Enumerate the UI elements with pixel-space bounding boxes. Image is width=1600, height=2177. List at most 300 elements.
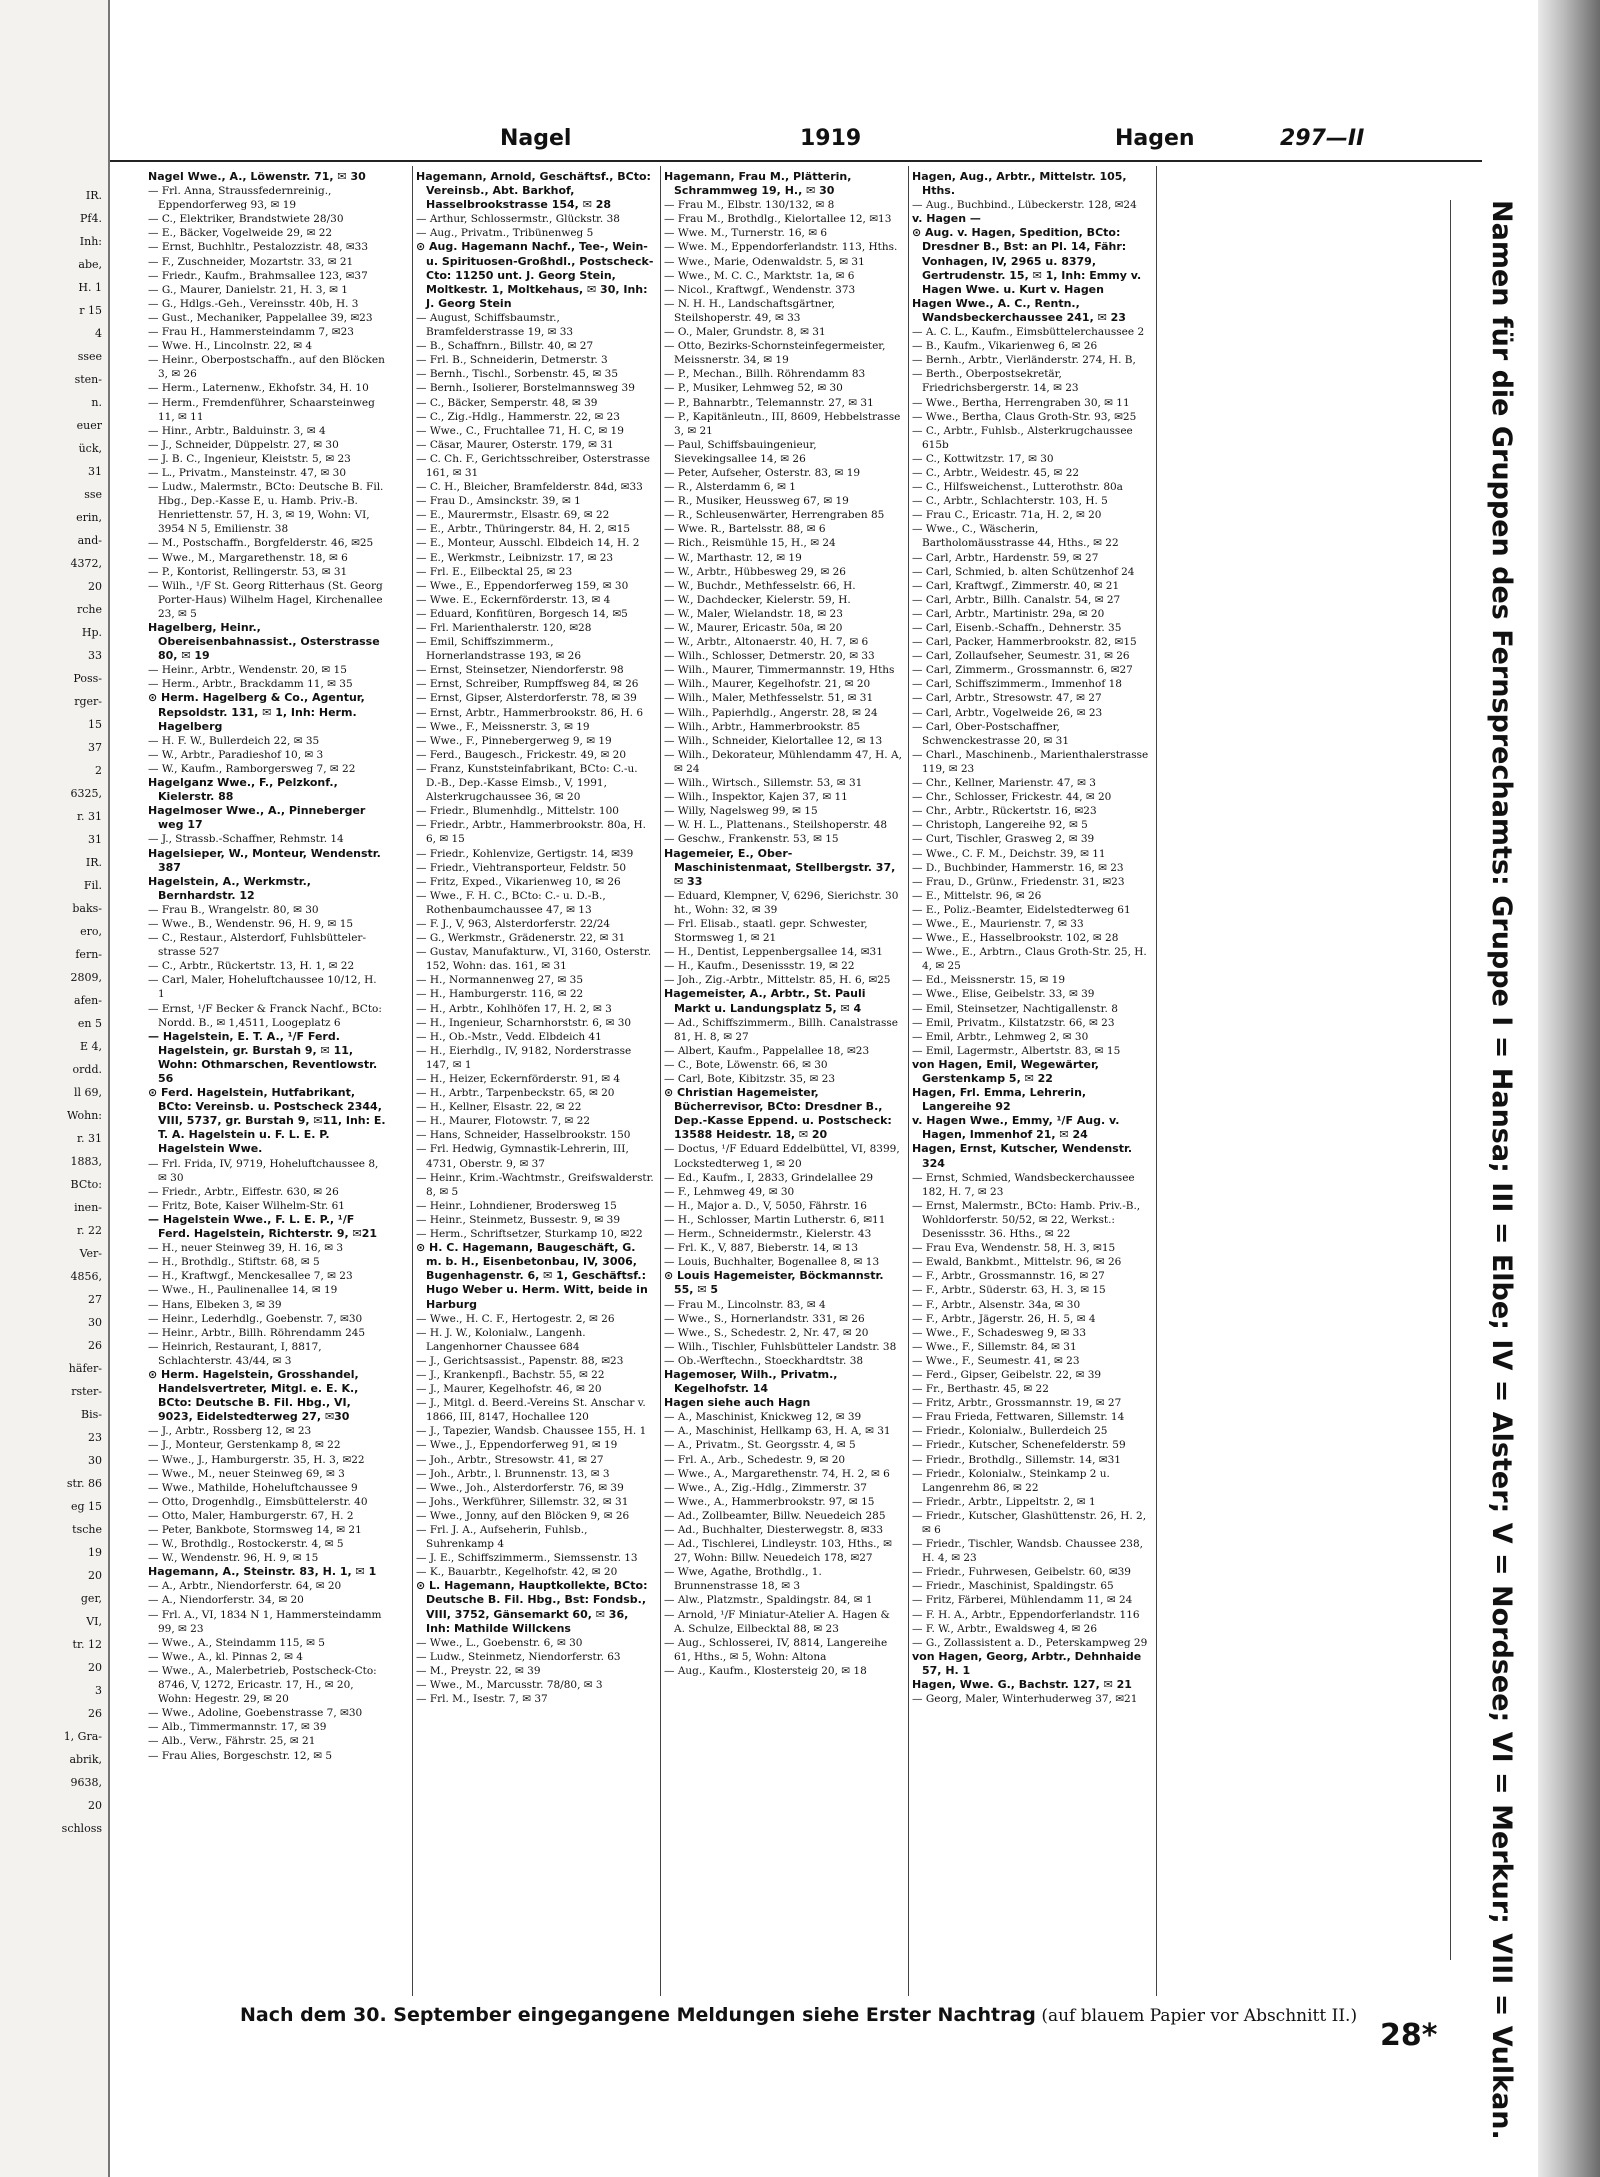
directory-entry: — Fritz, Exped., Vikarienweg 10, ✉ 26	[416, 875, 621, 888]
directory-entry: — Carl, Arbtr., Vogelweide 26, ✉ 23	[912, 706, 1103, 719]
directory-entry: — Ernst, ¹/F Becker & Franck Nachf., BCto: Nordd. B., ✉ 1,4511, Loogeplatz 6	[148, 1002, 382, 1029]
directory-entry: — C. H., Bleicher, Bramfelderstr. 84d, ✉33	[416, 481, 643, 494]
directory-entry: — Frl. B., Schneiderin, Detmerstr. 3	[416, 354, 608, 367]
directory-entry: — D., Buchbinder, Hammerstr. 16, ✉ 23	[912, 861, 1124, 874]
directory-entry: — E., Werkmstr., Leibnizstr. 17, ✉ 23	[416, 551, 614, 564]
directory-entry: — Wwe., A., Hammerbrookstr. 97, ✉ 15	[664, 1495, 875, 1508]
directory-entry: — Friedr., Arbtr., Hammerbrookstr. 80a, H. 6, ✉ 15	[416, 819, 646, 846]
footer-notice	[240, 2004, 1357, 2026]
directory-entry: Hagen Wwe., A. C., Rentn., Wandsbeckerchaussee 241, ✉ 23	[912, 296, 1126, 324]
directory-entry: — Hinr., Arbtr., Balduinstr. 3, ✉ 4	[148, 424, 326, 437]
directory-entry: — E., Mittelstr. 96, ✉ 26	[912, 889, 1042, 902]
directory-entry: — Frl. E., Eilbecktal 25, ✉ 23	[416, 565, 573, 578]
directory-entry: — H. F. W., Bullerdeich 22, ✉ 35	[148, 734, 320, 747]
directory-entry: Hagen, Frl. Emma, Lehrerin, Langereihe 92	[912, 1086, 1087, 1114]
directory-entry: — Gust., Mechaniker, Pappelallee 39, ✉23	[148, 311, 373, 324]
directory-entry: — H., Eierhdlg., IV, 9182, Norderstrasse 147, ✉ 1	[416, 1044, 632, 1071]
margin-fragment: euer	[76, 419, 102, 432]
margin-fragment: afen-	[74, 994, 102, 1007]
directory-entry: — Heinr., Arbtr., Billh. Röhrendamm 245	[148, 1326, 366, 1339]
directory-entry: — Aug., Schlosserei, IV, 8814, Langereihe 61, Hths., ✉ 5, Wohn: Altona	[664, 1636, 888, 1663]
directory-entry: — G., Werkmstr., Grädenerstr. 22, ✉ 31	[416, 932, 626, 945]
directory-entry: Hagelmoser Wwe., A., Pinneberger weg 17	[148, 804, 366, 832]
margin-fragment: str. 86	[66, 1477, 102, 1490]
directory-entry: — Charl., Maschinenb., Marienthalerstrasse 119, ✉ 23	[912, 748, 1149, 775]
directory-entry: — Wwe., C., Wäscherin, Bartholomäusstrasse 44, Hths., ✉ 22	[912, 523, 1119, 550]
directory-entry: — Ferd., Baugesch., Frickestr. 49, ✉ 20	[416, 748, 627, 761]
directory-entry: Hagemoser, Wilh., Privatm., Kegelhofstr. 14	[664, 1367, 838, 1396]
directory-entry: — Wwe., E., Maurienstr. 7, ✉ 33	[912, 917, 1084, 930]
directory-entry: — M., Preystr. 22, ✉ 39	[416, 1664, 541, 1677]
margin-fragment: H. 1	[78, 281, 102, 294]
directory-entry: — Wwe. E., Eckernförderstr. 13, ✉ 4	[416, 593, 611, 606]
directory-entry: von Hagen, Georg, Arbtr., Dehnhaide 57, H. 1	[912, 1649, 1142, 1677]
directory-entry: — W., Kaufm., Ramborgersweg 7, ✉ 22	[148, 762, 356, 775]
directory-entry: — Ernst, Schmied, Wandsbeckerchaussee 182, H. 7, ✉ 23	[912, 1171, 1135, 1198]
directory-entry: — F., Arbtr., Alsenstr. 34a, ✉ 30	[912, 1298, 1081, 1311]
directory-entry: — C., Arbtr., Fuhlsb., Alsterkrugchaussee 615b	[912, 424, 1133, 451]
header-left-keyword: Nagel	[500, 126, 572, 151]
margin-fragment: 1883,	[70, 1155, 102, 1168]
margin-fragment: 33	[88, 649, 102, 662]
directory-entry: — Wwe., C., Fruchtallee 71, H. C, ✉ 19	[416, 424, 624, 437]
margin-fragment: rche	[76, 603, 102, 616]
directory-entry: — Fritz, Arbtr., Grossmannstr. 19, ✉ 27	[912, 1397, 1122, 1410]
directory-entry: Hagelstein, A., Werkmstr., Bernhardstr. 12	[148, 874, 311, 902]
header-rule	[110, 160, 1482, 162]
margin-fragment: 20	[88, 1799, 102, 1812]
margin-fragment: 19	[88, 1546, 102, 1559]
directory-entry: — Wwe., J., Hamburgerstr. 35, H. 3, ✉22	[148, 1453, 365, 1466]
margin-fragment: BCto:	[70, 1178, 102, 1191]
directory-entry: — Ad., Zollbeamter, Billw. Neuedeich 285	[664, 1509, 886, 1522]
directory-entry: — Wwe., Adoline, Goebenstrasse 7, ✉30	[148, 1707, 363, 1720]
directory-entry: — Joh., Zig.-Arbtr., Mittelstr. 85, H. 6, ✉25	[664, 974, 891, 987]
directory-entry: — F. H. A., Arbtr., Eppendorferlandstr. 116	[912, 1608, 1140, 1621]
directory-entry: — A., Arbtr., Niendorferstr. 64, ✉ 20	[148, 1580, 342, 1593]
directory-entry: — Herm., Arbtr., Brackdamm 11, ✉ 35	[148, 678, 353, 691]
directory-entry: — A., Maschinist, Hellkamp 63, H. A, ✉ 31	[664, 1425, 891, 1438]
directory-entry: — W., Arbtr., Altonaerstr. 40, H. 7, ✉ 6	[664, 636, 869, 649]
directory-entry: — Wwe., Bertha, Claus Groth-Str. 93, ✉25	[912, 410, 1137, 423]
directory-entry: — P., Kontorist, Rellingerstr. 53, ✉ 31	[148, 565, 348, 578]
margin-fragment: 30	[88, 1316, 102, 1329]
margin-fragment: 2809,	[70, 971, 102, 984]
directory-entry: Hagelganz Wwe., F., Pelzkonf., Kielerstr. 88	[148, 776, 338, 804]
exchange-groups-legend: Namen für die Gruppen des Fernsprechamts: Gruppe I = Hansa; III = Elbe; IV = Alster; V = Nordsee; VI = Merkur; VIII = Vulkan.	[1486, 200, 1517, 2140]
margin-fragment: Wohn:	[66, 1109, 102, 1122]
directory-entry: — J., Maurer, Kegelhofstr. 46, ✉ 20	[416, 1383, 602, 1396]
directory-entry: — Wwe., A., Steindamm 115, ✉ 5	[148, 1636, 325, 1649]
margin-fragment: 37	[88, 741, 102, 754]
directory-entry: — Aug., Privatm., Tribünenweg 5	[416, 227, 594, 240]
directory-entry: — Frau, D., Grünw., Friedenstr. 31, ✉23	[912, 875, 1125, 888]
directory-entry: Hagemann, Frau M., Plätterin, Schrammweg 19, H., ✉ 30	[664, 170, 852, 198]
directory-entry: — Willy, Nagelsweg 99, ✉ 15	[664, 805, 818, 818]
margin-fragment: inen-	[74, 1201, 102, 1214]
directory-entry: — Franz, Kunststeinfabrikant, BCto: C.-u. D.-B., Dep.-Kasse Eimsb., V, 1991, Alsterkrugchaussee 36, ✉ 20	[416, 762, 638, 804]
directory-entry: — C., Elektriker, Brandstwiete 28/30	[148, 213, 344, 226]
directory-entry: — W., Dachdecker, Kielerstr. 59, H.	[664, 593, 851, 606]
margin-fragment: 4	[95, 327, 102, 340]
directory-entry: — H., Kaufm., Desenissstr. 19, ✉ 22	[664, 960, 855, 973]
directory-entry: — Wwe., Joh., Alsterdorferstr. 76, ✉ 39	[416, 1481, 624, 1494]
margin-fragment: 6325,	[70, 787, 102, 800]
directory-entry: — Gustav, Manufakturw., VI, 3160, Osterstr. 152, Wohn: das. 161, ✉ 31	[416, 946, 652, 973]
directory-entry: — A., Maschinist, Knickweg 12, ✉ 39	[664, 1411, 862, 1424]
directory-entry: — Carl, Bote, Kibitzstr. 35, ✉ 23	[664, 1073, 836, 1085]
directory-entry: — Carl, Kraftwgf., Zimmerstr. 40, ✉ 21	[912, 579, 1120, 592]
directory-entry: — Chr., Arbtr., Rückertstr. 16, ✉23	[912, 805, 1097, 818]
directory-entry: — Emil, Steinsetzer, Nachtigallenstr. 8	[912, 1002, 1118, 1015]
directory-entry: — Chr., Schlosser, Frickestr. 44, ✉ 20	[912, 791, 1112, 804]
directory-entry: Hagen, Aug., Arbtr., Mittelstr. 105, Hths.	[912, 170, 1127, 198]
directory-entry: — L., Privatm., Mansteinstr. 47, ✉ 30	[148, 466, 347, 479]
directory-entry: — Emil, Schiffszimmerm., Hornerlandstrasse 193, ✉ 26	[416, 636, 582, 663]
directory-entry: — Carl, Arbtr., Martinistr. 29a, ✉ 20	[912, 607, 1105, 620]
directory-entry: — Georg, Maler, Winterhuderweg 37, ✉21	[912, 1693, 1138, 1706]
directory-entry: — A., Niendorferstr. 34, ✉ 20	[148, 1594, 304, 1607]
directory-entry: — Herm., Laternenw., Ekhofstr. 34, H. 10	[148, 382, 369, 395]
directory-entry: — Ernst, Malermstr., BCto: Hamb. Priv.-B., Wohldorferstr. 50/52, ✉ 22, Werkst.: Desenissstr. 36. Hths., ✉ 22	[912, 1199, 1141, 1241]
directory-entry: — Carl, Arbtr., Hardenstr. 59, ✉ 27	[912, 551, 1099, 564]
directory-entry: — Wwe., M., neuer Steinweg 69, ✉ 3	[148, 1467, 345, 1480]
margin-fragment: and-	[77, 534, 102, 547]
directory-entry: — Chr., Kellner, Marienstr. 47, ✉ 3	[912, 777, 1096, 790]
directory-entry: — Wwe., E., Arbtrn., Claus Groth-Str. 25, H. 4, ✉ 25	[912, 946, 1147, 973]
directory-column-1	[148, 170, 386, 1990]
margin-fragment: tsche	[72, 1523, 102, 1536]
directory-entry: ⊙ Herm. Hagelstein, Grosshandel, Handelsvertreter, Mitgl. e. E. K., BCto: Deutsche B. Fil. Hbg., VI, 9023, Eidelstedterweg 27, ✉30	[148, 1367, 359, 1424]
directory-entry: — Fr., Berthastr. 45, ✉ 22	[912, 1383, 1049, 1396]
directory-entry: — Wwe., M., Marcusstr. 78/80, ✉ 3	[416, 1679, 603, 1692]
margin-fragment: r. 31	[76, 1132, 102, 1145]
directory-entry: — C., Bäcker, Semperstr. 48, ✉ 39	[416, 396, 598, 409]
directory-entry: — R., Schleusenwärter, Herrengraben 85	[664, 509, 885, 522]
directory-entry: Hagen, Wwe. G., Bachstr. 127, ✉ 21	[912, 1678, 1132, 1692]
directory-entry: — W., Maler, Wielandstr. 18, ✉ 23	[664, 607, 843, 620]
margin-fragment: 20	[88, 580, 102, 593]
directory-entry: — Herm., Schriftsetzer, Sturkamp 10, ✉22	[416, 1228, 643, 1241]
directory-entry: — J., Strassb.-Schaffner, Rehmstr. 14	[148, 833, 344, 846]
directory-entry: — Wwe., M., Margarethenstr. 18, ✉ 6	[148, 551, 348, 564]
directory-entry: — Frau M., Lincolnstr. 83, ✉ 4	[664, 1298, 826, 1311]
directory-entry: — Wilh., Schneider, Kielortallee 12, ✉ 13	[664, 734, 883, 747]
directory-entry: v. Hagen Wwe., Emmy, ¹/F Aug. v. Hagen, Immenhof 21, ✉ 24	[912, 1114, 1120, 1142]
directory-entry: — C., Arbtr., Schlachterstr. 103, H. 5	[912, 495, 1108, 508]
directory-entry: — W. H. L., Plattenans., Steilshoperstr. 48	[664, 819, 888, 832]
margin-fragment: sten-	[74, 373, 102, 386]
directory-entry: — Paul, Schiffsbauingenieur, Sievekingsallee 14, ✉ 26	[664, 438, 817, 465]
directory-entry: — J., Monteur, Gerstenkamp 8, ✉ 22	[148, 1439, 341, 1452]
directory-entry: — Wilh., Maurer, Kegelhofstr. 21, ✉ 20	[664, 678, 871, 691]
directory-entry: — Frau Frieda, Fettwaren, Sillemstr. 14	[912, 1411, 1125, 1424]
directory-entry: — Curt, Tischler, Grasweg 2, ✉ 39	[912, 833, 1095, 846]
margin-fragment: 1, Gra-	[63, 1730, 102, 1743]
directory-entry: — K., Bauarbtr., Kegelhofstr. 42, ✉ 20	[416, 1566, 618, 1579]
directory-entry: — W., Marthastr. 12, ✉ 19	[664, 551, 802, 564]
directory-entry: — H., Arbtr., Tarpenbeckstr. 65, ✉ 20	[416, 1087, 615, 1100]
directory-entry: — Wwe., S., Schedestr. 2, Nr. 47, ✉ 20	[664, 1326, 869, 1339]
directory-entry: — Frau B., Wrangelstr. 80, ✉ 30	[148, 903, 319, 916]
directory-entry: — G., Hdlgs.-Geh., Vereinsstr. 40b, H. 3	[148, 297, 359, 310]
margin-fragment: 9638,	[70, 1776, 102, 1789]
margin-fragment: ll 69,	[73, 1086, 102, 1099]
directory-entry: — R., Alsterdamm 6, ✉ 1	[664, 481, 796, 494]
directory-entry: — Wwe., E., Eppendorferweg 159, ✉ 30	[416, 579, 629, 592]
directory-entry: — H., Major a. D., V, 5050, Fährstr. 16	[664, 1199, 867, 1212]
directory-entry: — B., Schaffnrn., Billstr. 40, ✉ 27	[416, 340, 594, 353]
directory-entry: — H., Brothdlg., Stiftstr. 68, ✉ 5	[148, 1256, 320, 1269]
directory-entry: — Alb., Verw., Fährstr. 25, ✉ 21	[148, 1735, 316, 1748]
directory-entry: ⊙ Louis Hagemeister, Böckmannstr. 55, ✉ 5	[664, 1269, 884, 1297]
directory-entry: — Wilh., Arbtr., Hammerbrookstr. 85	[664, 720, 861, 733]
directory-entry: — Louis, Buchhalter, Bogenallee 8, ✉ 13	[664, 1256, 880, 1269]
directory-entry: — Ed., Meissnerstr. 15, ✉ 19	[912, 974, 1066, 987]
directory-entry: — Frau Alies, Borgeschstr. 12, ✉ 5	[148, 1749, 333, 1762]
directory-entry: — Hans, Elbeken 3, ✉ 39	[148, 1298, 282, 1311]
directory-entry: — Wwe., B., Wendenstr. 96, H. 9, ✉ 15	[148, 917, 354, 930]
directory-entry: — Joh., Arbtr., l. Brunnenstr. 13, ✉ 3	[416, 1467, 610, 1480]
directory-entry: — Frl. Anna, Straussfedernreinig., Eppendorferweg 93, ✉ 19	[148, 185, 332, 212]
directory-entry: — C., Arbtr., Rückertstr. 13, H. 1, ✉ 22	[148, 960, 355, 973]
directory-entry: Hagemann, Arnold, Geschäftsf., BCto: Vereinsb., Abt. Barkhof, Hasselbrookstrasse 154, ✉ 28	[416, 170, 651, 212]
directory-entry: — Carl, Schmied, b. alten Schützenhof 24	[912, 565, 1135, 578]
directory-entry: — Emil, Privatm., Kilstatzstr. 66, ✉ 23	[912, 1016, 1115, 1029]
directory-entry: — Frau C., Ericastr. 71a, H. 2, ✉ 20	[912, 509, 1102, 522]
directory-entry: — J., Tapezier, Wandsb. Chaussee 155, H. 1	[416, 1425, 647, 1438]
directory-entry: — Ed., Kaufm., I, 2833, Grindelallee 29	[664, 1171, 874, 1184]
directory-entry: — Bernh., Arbtr., Vierländerstr. 274, H. B,	[912, 354, 1136, 367]
directory-entry: — Arnold, ¹/F Miniatur-Atelier A. Hagen & A. Schulze, Eilbecktal 88, ✉ 23	[664, 1608, 890, 1635]
directory-entry: — Frl. K., V, 887, Bieberstr. 14, ✉ 13	[664, 1242, 859, 1255]
directory-entry: — Doctus, ¹/F Eduard Eddelbüttel, VI, 8399, Lockstedterweg 1, ✉ 20	[664, 1143, 900, 1170]
directory-entry: — Ludw., Malermstr., BCto: Deutsche B. Fil. Hbg., Dep.-Kasse E, u. Hamb. Priv.-B. Henriettenstr. 57, H. 3, ✉ 19, Wohn: VI, 3954 N 5, Emilienstr. 38	[148, 481, 384, 536]
margin-fragment: 26	[88, 1707, 102, 1720]
margin-fragment: VI,	[86, 1615, 102, 1628]
directory-entry: — H., neuer Steinweg 39, H. 16, ✉ 3	[148, 1242, 344, 1255]
margin-fragment: 30	[88, 1454, 102, 1467]
margin-fragment: n.	[91, 396, 102, 409]
directory-entry: — H., Heizer, Eckernförderstr. 91, ✉ 4	[416, 1073, 621, 1085]
directory-entry: — Heinr., Lederhdlg., Goebenstr. 7, ✉30	[148, 1312, 363, 1325]
margin-fragment: Fil.	[83, 879, 102, 892]
directory-entry: — Friedr., Blumenhdlg., Mittelstr. 100	[416, 805, 619, 818]
directory-entry: ⊙ Aug. Hagemann Nachf., Tee-, Wein- u. Spirituosen-Großhdl., Postscheck-Cto: 11250 unt. J. Georg Stein, Moltkestr. 1, Moltkehaus, ✉ 30, Inh: J. Georg Stein	[416, 240, 654, 310]
margin-fragment: r. 22	[76, 1224, 102, 1237]
directory-entry: — Friedr., Arbtr., Eiffestr. 630, ✉ 26	[148, 1185, 339, 1198]
margin-fragment: 2	[95, 764, 102, 777]
directory-entry: — Wwe., F., Meissnerstr. 3, ✉ 19	[416, 720, 590, 733]
directory-column-3	[664, 170, 902, 1990]
directory-entry: — H., Normannenweg 27, ✉ 35	[416, 974, 584, 987]
directory-entry: — Wilh., Wirtsch., Sillemstr. 53, ✉ 31	[664, 777, 863, 790]
directory-entry: — Wwe., A., Zig.-Hdlg., Zimmerstr. 37	[664, 1481, 867, 1494]
directory-entry: — Wwe, Agathe, Brothdlg., 1. Brunnenstrasse 18, ✉ 3	[664, 1566, 822, 1593]
directory-entry: — Frau M., Elbstr. 130/132, ✉ 8	[664, 199, 835, 212]
directory-entry: — H., Hamburgerstr. 116, ✉ 22	[416, 988, 584, 1001]
directory-entry: — E., Arbtr., Thüringerstr. 84, H. 2, ✉15	[416, 523, 631, 536]
margin-fragment: fern-	[75, 948, 102, 961]
directory-entry: — Wilh., Inspektor, Kajen 37, ✉ 11	[664, 791, 848, 804]
directory-entry: — Carl, Arbtr., Stresowstr. 47, ✉ 27	[912, 692, 1102, 705]
directory-entry: — Carl, Eisenb.-Schaffn., Dehnerstr. 35	[912, 622, 1122, 634]
directory-entry: — Wwe., Elise, Geibelstr. 33, ✉ 39	[912, 988, 1095, 1001]
directory-entry: Hagemann, A., Steinstr. 83, H. 1, ✉ 1	[148, 1565, 377, 1579]
directory-entry: — Eduard, Klempner, V, 6296, Sierichstr. 30 ht., Wohn: 32, ✉ 39	[664, 889, 899, 916]
directory-entry: — Wwe. M., Turnerstr. 16, ✉ 6	[664, 227, 828, 240]
directory-entry: — Joh., Arbtr., Stresowstr. 41, ✉ 27	[416, 1453, 604, 1466]
directory-entry: — Wwe., F., Pinnebergerweg 9, ✉ 19	[416, 734, 612, 747]
directory-entry: — O., Maler, Grundstr. 8, ✉ 31	[664, 326, 826, 339]
directory-entry: — Wwe., Marie, Odenwaldstr. 5, ✉ 31	[664, 255, 865, 268]
margin-fragment: 4372,	[70, 557, 102, 570]
directory-entry: — Heinr., Krim.-Wachtmstr., Greifswalderstr. 8, ✉ 5	[416, 1171, 654, 1198]
margin-fragment: abrik,	[69, 1753, 102, 1766]
directory-entry: — J., Schneider, Düppelstr. 27, ✉ 30	[148, 438, 339, 451]
directory-entry: — Johs., Werkführer, Sillemstr. 32, ✉ 31	[416, 1495, 629, 1508]
directory-entry: Hagemeier, E., Ober-Maschinistenmaat, Stellbergstr. 37, ✉ 33	[664, 846, 896, 888]
margin-fragment: Hp.	[81, 626, 102, 639]
directory-entry: — Emil, Arbtr., Lehmweg 2, ✉ 30	[912, 1030, 1089, 1043]
directory-entry: Hagen, Ernst, Kutscher, Wendenstr. 324	[912, 1142, 1133, 1170]
margin-fragment: IR.	[85, 189, 102, 202]
directory-entry: — Friedr., Brothdlg., Sillemstr. 14, ✉31	[912, 1453, 1121, 1466]
directory-entry: — Ernst, Gipser, Alsterdorferstr. 78, ✉ 39	[416, 692, 637, 705]
directory-entry: — Alw., Platzmstr., Spaldingstr. 84, ✉ 1	[664, 1594, 873, 1607]
directory-entry: — C., Hilfsweichenst., Lutterothstr. 80a	[912, 481, 1123, 494]
directory-entry: — F., Lehmweg 49, ✉ 30	[664, 1185, 795, 1198]
directory-entry: — Friedr., Kutscher, Glashüttenstr. 26, H. 2, ✉ 6	[912, 1509, 1147, 1536]
directory-entry: — H., Kraftwgf., Menckesallee 7, ✉ 23	[148, 1270, 353, 1283]
margin-fragment: abe,	[78, 258, 102, 271]
directory-entry: — M., Postschaffn., Borgfelderstr. 46, ✉25	[148, 537, 374, 550]
directory-entry: — Otto, Bezirks-Schornsteinfegermeister, Meissnerstr. 34, ✉ 19	[664, 340, 886, 367]
directory-entry: Nagel Wwe., A., Löwenstr. 71, ✉ 30	[148, 170, 366, 183]
directory-entry: — G., Zollassistent a. D., Peterskampweg 29	[912, 1636, 1148, 1649]
directory-entry: — Wwe. M., Eppendorferlandstr. 113, Hths.	[664, 241, 898, 254]
directory-column-4	[912, 170, 1150, 1990]
directory-entry: — Wwe., F., Seumestr. 41, ✉ 23	[912, 1354, 1080, 1367]
directory-entry: — Bernh., Tischl., Sorbenstr. 45, ✉ 35	[416, 368, 619, 381]
directory-entry: — W., Maurer, Ericastr. 50a, ✉ 20	[664, 622, 843, 634]
directory-entry: — J., Krankenpfl., Bachstr. 55, ✉ 22	[416, 1368, 605, 1381]
directory-entry: — Wilh., ¹/F St. Georg Ritterhaus (St. Georg Porter-Haus) Wilhelm Hagel, Kirchenallee 23, ✉ 5	[148, 579, 383, 620]
margin-fragment: 27	[88, 1293, 102, 1306]
directory-entry: ⊙ Herm. Hagelberg & Co., Agentur, Repsoldstr. 131, ✉ 1, Inh: Herm. Hagelberg	[148, 691, 365, 733]
directory-entry: — Aug., Buchbind., Lübeckerstr. 128, ✉24	[912, 199, 1137, 212]
margin-fragment: ero,	[80, 925, 102, 938]
directory-entry: — Frl. M., Isestr. 7, ✉ 37	[416, 1693, 548, 1706]
directory-entry: — Friedr., Viehtransporteur, Feldstr. 50	[416, 861, 627, 874]
directory-entry: — Wwe., F. H. C., BCto: C.- u. D.-B., Rothenbaumchaussee 47, ✉ 13	[416, 889, 606, 916]
footer-notice-rest: (auf blauem Papier vor Abschnitt II.)	[1041, 2006, 1358, 2026]
directory-entry: — Ludw., Steinmetz, Niendorferstr. 63	[416, 1650, 621, 1663]
directory-entry: ⊙ Christian Hagemeister, Bücherrevisor, BCto: Dresdner B., Dep.-Kasse Eppend. u. Postscheck: 13588 Heidestr. 18, ✉ 20	[664, 1086, 892, 1142]
directory-entry: — Wilh., Dekorateur, Mühlendamm 47, H. A, ✉ 24	[664, 748, 902, 775]
directory-entry: — P., Kapitänleutn., III, 8609, Hebbelstrasse 3, ✉ 21	[664, 410, 901, 437]
header-year: 1919	[800, 126, 862, 151]
margin-fragment: ger,	[80, 1592, 102, 1605]
margin-fragment: erin,	[76, 511, 102, 524]
directory-entry: Hagelsieper, W., Monteur, Wendenstr. 387	[148, 846, 381, 874]
margin-fragment: rster-	[71, 1385, 102, 1398]
directory-entry: ⊙ Aug. v. Hagen, Spedition, BCto: Dresdner B., Bst: an Pl. 14, Fähr: Vonhagen, IV, 2965 u. 8379, Gertrudenstr. 15, ✉ 1, Inh: Emmy v. Hagen Wwe. u. Kurt v. Hagen	[912, 226, 1142, 296]
directory-entry: — Wwe., H. C. F., Hertogestr. 2, ✉ 26	[416, 1312, 615, 1325]
directory-entry: — Christoph, Langereihe 92, ✉ 5	[912, 819, 1088, 832]
directory-entry: — A., Privatm., St. Georgsstr. 4, ✉ 5	[664, 1439, 856, 1452]
directory-entry: — Friedr., Kaufm., Brahmsallee 123, ✉37	[148, 269, 368, 282]
directory-entry: — Albert, Kaufm., Pappelallee 18, ✉23	[664, 1044, 870, 1057]
directory-entry: — Friedr., Kolonialw., Steinkamp 2 u. Langenrehm 86, ✉ 22	[912, 1467, 1110, 1494]
directory-entry: — Ernst, Steinsetzer, Niendorferstr. 98	[416, 664, 624, 677]
directory-entry: — Carl, Arbtr., Billh. Canalstr. 54, ✉ 27	[912, 593, 1121, 606]
directory-entry: — Heinr., Steinmetz, Bussestr. 9, ✉ 39	[416, 1213, 621, 1226]
margin-fragment: 3	[95, 1684, 102, 1697]
directory-entry: — Friedr., Kolonialw., Bullerdeich 25	[912, 1425, 1108, 1438]
directory-entry: — Ernst, Arbtr., Hammerbrookstr. 86, H. 6	[416, 706, 643, 719]
directory-entry: — Frl. A., Arb., Schedestr. 9, ✉ 20	[664, 1453, 846, 1466]
directory-entry: — Heinrich, Restaurant, I, 8817, Schlachterstr. 43/44, ✉ 3	[148, 1340, 322, 1367]
directory-entry: — Berth., Oberpostsekretär, Friedrichsbergerstr. 14, ✉ 23	[912, 368, 1079, 395]
directory-entry: ⊙ H. C. Hagemann, Baugeschäft, G. m. b. H., Eisenbetonbau, IV, 3006, Bugenhagenstr. 6, ✉ 1, Geschäftsf.: Hugo Weber u. Herm. Witt, beide in Harburg	[416, 1241, 648, 1311]
directory-entry: — F., Arbtr., Jägerstr. 26, H. 5, ✉ 4	[912, 1312, 1096, 1325]
margin-fragment: ssee	[77, 350, 102, 363]
directory-entry: — Ad., Buchhalter, Diesterwegstr. 8, ✉33	[664, 1524, 884, 1536]
directory-entry: — Eduard, Konfitüren, Borgesch 14, ✉5	[416, 607, 628, 620]
directory-entry: — P., Mechan., Billh. Röhrendamm 83	[664, 368, 866, 381]
footer-notice-bold: Nach dem 30. September eingegangene Meldungen siehe Erster Nachtrag	[240, 2004, 1036, 2026]
directory-entry: — Ob.-Werftechn., Stoeckhardtstr. 38	[664, 1354, 864, 1367]
directory-entry: — Friedr., Arbtr., Lippeltstr. 2, ✉ 1	[912, 1495, 1096, 1508]
directory-entry: — Fritz, Bote, Kaiser Wilhelm-Str. 61	[148, 1199, 345, 1212]
directory-entry: — J., Gerichtsassist., Papenstr. 88, ✉23	[416, 1354, 624, 1367]
directory-entry: — Heinr., Lohndiener, Brodersweg 15	[416, 1199, 617, 1212]
directory-entry: — August, Schiffsbaumstr., Bramfelderstrasse 19, ✉ 33	[416, 311, 574, 339]
directory-entry: — W., Buchdr., Methfesselstr. 66, H.	[664, 579, 856, 592]
directory-entry: — E., Maurermstr., Elsastr. 69, ✉ 22	[416, 509, 610, 522]
directory-entry: — Herm., Schneidermstr., Kielerstr. 43	[664, 1228, 872, 1241]
directory-entry: — Hagelstein, E. T. A., ¹/F Ferd. Hagelstein, gr. Burstah 9, ✉ 11, Wohn: Othmarschen, Reventlowstr. 56	[148, 1029, 378, 1085]
directory-entry: — W., Wendenstr. 96, H. 9, ✉ 15	[148, 1552, 319, 1565]
directory-entry: — Peter, Aufseher, Osterstr. 83, ✉ 19	[664, 466, 861, 479]
directory-entry: — Friedr., Maschinist, Spaldingstr. 65	[912, 1580, 1114, 1593]
margin-fragment: 31	[88, 465, 102, 478]
directory-entry: — Wwe., M. C. C., Marktstr. 1a, ✉ 6	[664, 269, 855, 282]
directory-entry: — Arthur, Schlossermstr., Glückstr. 38	[416, 213, 620, 226]
directory-entry: — Frau Eva, Wendenstr. 58, H. 3, ✉15	[912, 1242, 1116, 1255]
directory-entry: — H., Maurer, Flotowstr. 7, ✉ 22	[416, 1115, 591, 1128]
directory-entry: v. Hagen —	[912, 212, 981, 226]
directory-entry: — J., Arbtr., Rossberg 12, ✉ 23	[148, 1425, 312, 1438]
directory-entry: — Wilh., Tischler, Fuhlsbütteler Landstr. 38	[664, 1340, 897, 1353]
directory-entry: ⊙ Ferd. Hagelstein, Hutfabrikant, BCto: Vereinsb. u. Postscheck 2344, VIII, 5737, gr. Burstah 9, ✉11, Inh: E. T. A. Hagelstein u. F. L. E. P. Hagelstein Wwe.	[148, 1086, 386, 1156]
directory-entry: ⊙ L. Hagemann, Hauptkollekte, BCto: Deutsche B. Fil. Hbg., Bst: Fondsb., VIII, 3752, Gänsemarkt 60, ✉ 36, Inh: Mathilde Willckens	[416, 1579, 648, 1635]
directory-entry: — Hagelstein Wwe., F. L. E. P., ¹/F Ferd. Hagelstein, Richterstr. 9, ✉21	[148, 1212, 378, 1241]
directory-entry: — Carl, Maler, Hoheluftchaussee 10/12, H. 1	[148, 974, 377, 1001]
directory-entry: — Wilh., Maler, Methfesselstr. 51, ✉ 31	[664, 692, 874, 705]
margin-fragment: ordd.	[72, 1063, 102, 1076]
margin-fragment: häfer-	[68, 1362, 102, 1375]
directory-entry: Hagemeister, A., Arbtr., St. Pauli Markt u. Landungsplatz 5, ✉ 4	[664, 987, 866, 1015]
directory-entry: — Friedr., Fuhrwesen, Geibelstr. 60, ✉39	[912, 1566, 1131, 1579]
directory-entry: — J. B. C., Ingenieur, Kleiststr. 5, ✉ 23	[148, 452, 351, 465]
directory-entry: — E., Poliz.-Beamter, Eidelstedterweg 61	[912, 903, 1131, 916]
directory-entry: — H., Arbtr., Kohlhöfen 17, H. 2, ✉ 3	[416, 1002, 612, 1015]
directory-entry: — Alb., Timmermannstr. 17, ✉ 39	[148, 1721, 327, 1734]
margin-fragment: tr. 12	[72, 1638, 102, 1651]
directory-entry: — Ernst, Schreiber, Rumpffsweg 84, ✉ 26	[416, 678, 639, 691]
